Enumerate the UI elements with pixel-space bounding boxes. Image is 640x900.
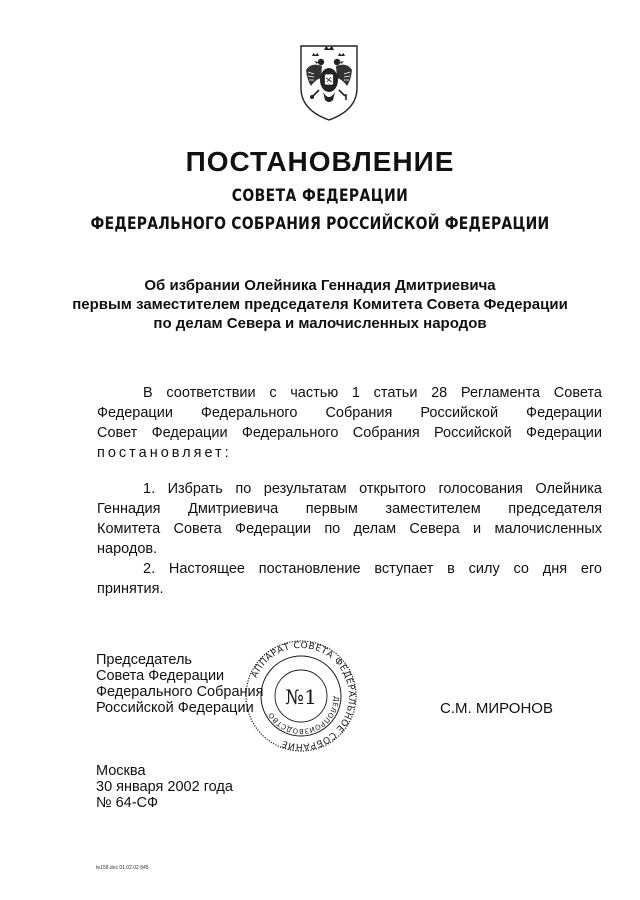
item-1-line: 1. Избрать по результатам открытого голосования Олейника: [143, 481, 602, 497]
preamble-line: Совет Федерации Федерального Собрания Российской Федерации: [97, 425, 602, 441]
position-line: Российской Федерации: [96, 700, 254, 716]
preamble-line: Федерации Федерального Собрания Российской Федерации: [97, 405, 602, 421]
resolves-word: постановляет:: [97, 445, 232, 461]
signatory-name: С.М. МИРОНОВ: [440, 700, 553, 717]
issuer-title-line2: ФЕДЕРАЛЬНОГО СОБРАНИЯ РОССИЙСКОЙ ФЕДЕРАЦИИ: [90, 214, 550, 234]
resolution-body: [97, 383, 602, 599]
position-line: Совета Федерации: [96, 668, 225, 684]
official-seal-stamp: [243, 638, 359, 754]
signatory-position: [96, 652, 264, 716]
date: 30 января 2002 года: [96, 779, 233, 795]
issuer-title-line1: СОВЕТА ФЕДЕРАЦИИ: [231, 186, 409, 206]
seal-number: №1: [285, 685, 317, 709]
item-1-line: народов.: [97, 541, 158, 557]
svg-text:АППАРАТ СОВЕТА ФЕДЕРАЛЬНОЕ СОБ: АППАРАТ СОВЕТА ФЕДЕРАЛЬНОЕ СОБРАНИЕ: [249, 640, 357, 752]
file-code: te158.doc 01.02.02 845: [96, 865, 149, 871]
document-type-title: ПОСТАНОВЛЕНИЕ: [185, 146, 455, 177]
item-2-line: 2. Настоящее постановление вступает в силу со дня его: [143, 561, 602, 577]
item-1-line: Комитета Совета Федерации по делам Севера и малочисленных: [97, 521, 602, 537]
subject-line: Об избрании Олейника Геннадия Дмитриевича: [144, 277, 496, 294]
position-line: Председатель: [96, 652, 192, 668]
svg-text:ДЕЛОПРОИЗВОДСТВО: ДЕЛОПРОИЗВОДСТВО: [266, 695, 341, 736]
coat-of-arms-icon: [297, 40, 361, 122]
document-number: № 64-СФ: [96, 795, 159, 811]
preamble-line: В соответствии с частью 1 статьи 28 Регламента Совета: [143, 385, 602, 401]
subject-line: первым заместителем председателя Комитета Совета Федерации: [72, 296, 568, 313]
item-2-line: принятия.: [97, 581, 164, 597]
resolution-subject: [60, 276, 580, 333]
place-date-number: [96, 763, 233, 811]
city: Москва: [96, 763, 146, 779]
subject-line: по делам Севера и малочисленных народов: [153, 315, 487, 332]
position-line: Федерального Собрания: [96, 684, 264, 700]
item-1-line: Геннадия Дмитриевича первым заместителем председателя: [97, 501, 602, 517]
